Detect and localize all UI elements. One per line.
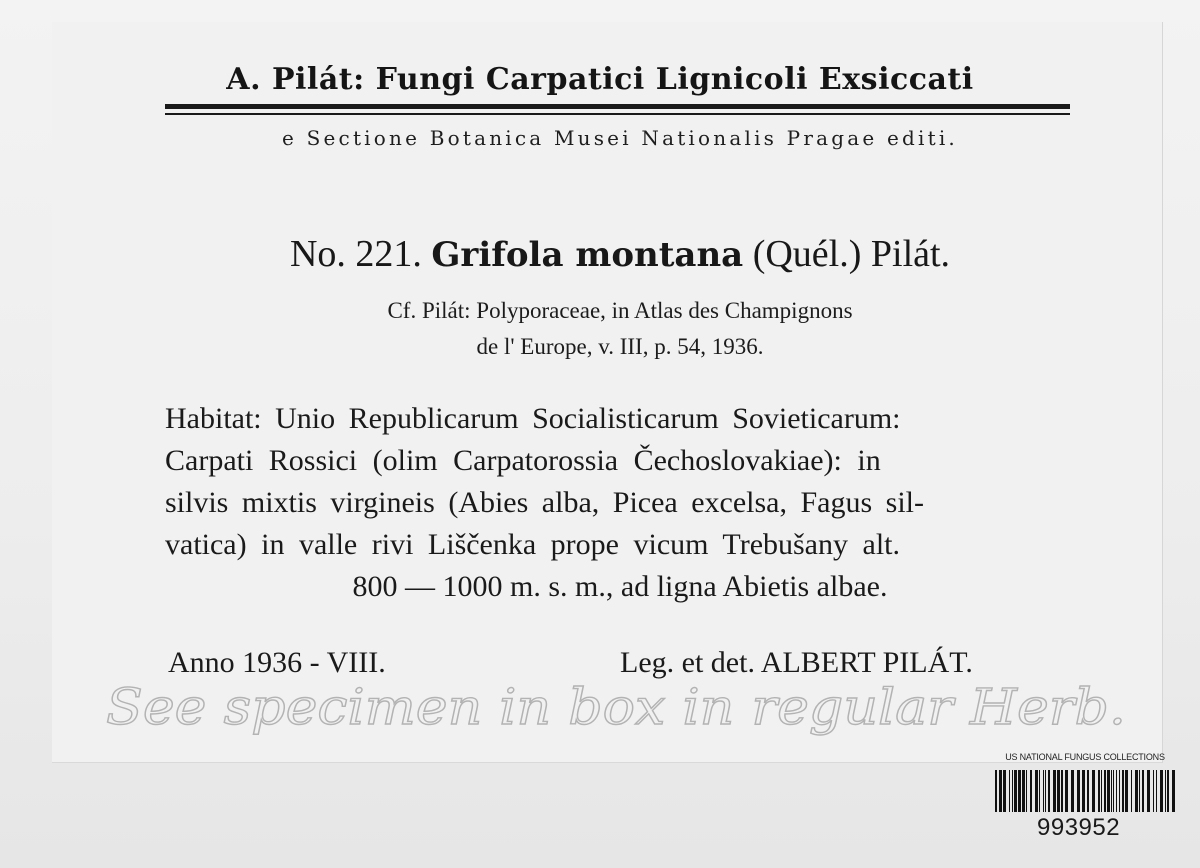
barcode-label bbox=[985, 752, 1185, 847]
barcode-caption: US NATIONAL FUNGUS COLLECTIONS bbox=[1005, 752, 1165, 762]
habitat-line-5: 800 — 1000 m. s. m., ad ligna Abietis albae. bbox=[352, 570, 888, 603]
barcode-bar-40 bbox=[1156, 770, 1157, 812]
collector-credit: Leg. et det. ALBERT PILÁT. bbox=[620, 646, 973, 679]
barcode-bar-4 bbox=[1012, 770, 1013, 812]
barcode-bar-38 bbox=[1147, 770, 1150, 812]
species-authority: (Quél.) Pilát. bbox=[752, 233, 951, 275]
barcode-bar-34 bbox=[1131, 770, 1132, 812]
barcode-bar-0 bbox=[995, 770, 997, 812]
handwritten-note-text: See specimen in box in regular Herb. bbox=[106, 678, 1126, 736]
barcode-bar-19 bbox=[1071, 770, 1074, 812]
barcode-bar-15 bbox=[1053, 770, 1056, 812]
barcode-bar-23 bbox=[1092, 770, 1095, 812]
barcode-bar-21 bbox=[1082, 770, 1085, 812]
barcode-bar-25 bbox=[1101, 770, 1102, 812]
barcode-bar-20 bbox=[1077, 770, 1080, 812]
barcode-bar-5 bbox=[1014, 770, 1017, 812]
barcode-bar-24 bbox=[1098, 770, 1100, 812]
barcode-bar-28 bbox=[1111, 770, 1112, 812]
barcode-bar-17 bbox=[1061, 770, 1063, 812]
specimen-title bbox=[0, 232, 1200, 276]
habitat-line-3: silvis mixtis virgineis (Abies alba, Picea excelsa, Fagus sil- bbox=[165, 486, 925, 519]
barcode-bar-42 bbox=[1165, 770, 1166, 812]
barcode-bar-41 bbox=[1160, 770, 1163, 812]
barcode-bar-26 bbox=[1104, 770, 1106, 812]
barcode-bar-36 bbox=[1139, 770, 1140, 812]
barcode-bar-2 bbox=[1003, 770, 1006, 812]
barcode-bar-29 bbox=[1113, 770, 1114, 812]
title-rule-thin bbox=[165, 113, 1070, 115]
barcode-bar-37 bbox=[1142, 770, 1144, 812]
handwritten-annotation bbox=[100, 668, 1140, 748]
barcode-bar-16 bbox=[1057, 770, 1060, 812]
species-name: Grifola montana bbox=[431, 235, 744, 275]
habitat-line-4: vatica) in valle rivi Liščenka prope vicum Trebušany alt. bbox=[165, 528, 900, 561]
barcode-bar-14 bbox=[1048, 770, 1050, 812]
barcode-bar-43 bbox=[1167, 770, 1169, 812]
barcode-bar-22 bbox=[1087, 770, 1089, 812]
barcode-bar-8 bbox=[1026, 770, 1027, 812]
barcode-bar-11 bbox=[1039, 770, 1040, 812]
citation-line-2: de l' Europe, v. III, p. 54, 1936. bbox=[476, 334, 764, 359]
barcode-bar-1 bbox=[999, 770, 1002, 812]
specimen-number: No. 221. bbox=[289, 233, 422, 275]
series-title: A. Pilát: Fungi Carpatici Lignicoli Exsiccati bbox=[226, 62, 974, 97]
barcode-bar-32 bbox=[1122, 770, 1124, 812]
barcode-bar-18 bbox=[1065, 770, 1068, 812]
barcode-bar-7 bbox=[1022, 770, 1025, 812]
barcode-bar-13 bbox=[1045, 770, 1046, 812]
barcode-bar-30 bbox=[1116, 770, 1117, 812]
habitat-line-2: Carpati Rossici (olim Carpatorossia Čechoslovakiae): in bbox=[165, 444, 881, 477]
title-rule-thick bbox=[165, 104, 1070, 109]
barcode-bar-33 bbox=[1125, 770, 1128, 812]
barcode-bar-27 bbox=[1107, 770, 1110, 812]
citation-line-1: Cf. Pilát: Polyporaceae, in Atlas des Champignons bbox=[387, 298, 853, 323]
barcode-bar-3 bbox=[1009, 770, 1010, 812]
barcode-bar-12 bbox=[1043, 770, 1044, 812]
barcode-bar-35 bbox=[1135, 770, 1138, 812]
barcode-bar-31 bbox=[1119, 770, 1120, 812]
barcode-bars bbox=[993, 770, 1177, 812]
barcode-bar-44 bbox=[1172, 770, 1175, 812]
barcode-bar-9 bbox=[1030, 770, 1032, 812]
barcode-bar-39 bbox=[1153, 770, 1154, 812]
habitat-line-1: Habitat: Unio Republicarum Socialisticarum Sovieticarum: bbox=[165, 402, 901, 435]
series-subtitle: e Sectione Botanica Musei Nationalis Pragae editi. bbox=[282, 126, 958, 150]
barcode-number: 993952 bbox=[1037, 814, 1121, 841]
barcode-bar-6 bbox=[1018, 770, 1021, 812]
collection-date: Anno 1936 - VIII. bbox=[168, 646, 386, 679]
barcode-bar-10 bbox=[1035, 770, 1038, 812]
